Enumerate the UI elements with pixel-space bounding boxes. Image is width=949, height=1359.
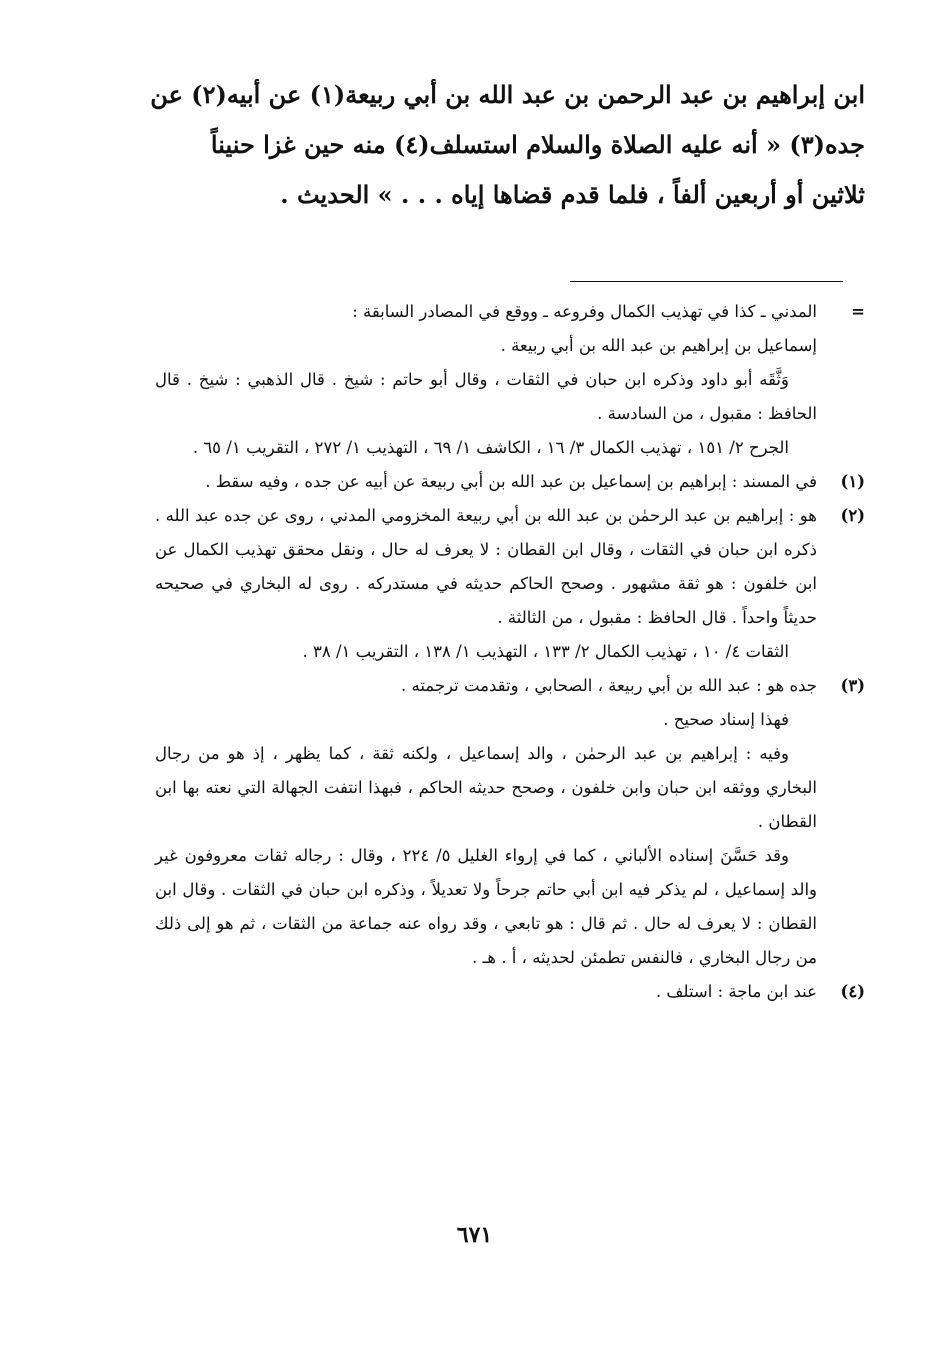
page-number: ٦٧١ bbox=[456, 1222, 493, 1248]
footnote-marker: (١) bbox=[840, 472, 865, 491]
footnote-divider bbox=[570, 281, 843, 282]
footnote-line: إسماعيل بن إبراهيم بن عبد الله بن أبي ربيعة . bbox=[500, 336, 817, 355]
footnote-text: جده هو : عبد الله بن أبي ربيعة ، الصحابي ، وتقدمت ترجمته . bbox=[400, 676, 817, 695]
footnote-text: عند ابن ماجة : استلف . bbox=[655, 982, 817, 1001]
footnote-text: فهذا إسناد صحيح . bbox=[663, 710, 789, 729]
continuation-marker: = bbox=[851, 302, 865, 321]
footnote-line: المدني ـ كذا في تهذيب الكمال وفروعه ـ ووقع في المصادر السابقة : bbox=[352, 302, 817, 321]
footnote-1 bbox=[155, 465, 865, 499]
main-line: ثلاثين أو أربعين ألفاً ، فلما قدم قضاها إياه . . . » الحديث . bbox=[280, 180, 865, 209]
footnote-continuation bbox=[155, 295, 865, 363]
footnote-sources: الثقات ٤/ ١٠ ، تهذيب الكمال ٢/ ١٣٣ ، التهذيب ١/ ١٣٨ ، التقريب ١/ ٣٨ . bbox=[302, 642, 789, 661]
footnote-text: هو : إبراهيم بن عبد الرحمٰن بن عبد الله بن أبي ربيعة المخزومي المدني ، روى عن جده عبد الله . ذكره ابن حبان في الثقات ، وقال ابن القطان : لا يعرف له حال ، ونقل محقق تهذيب الكمال عن ابن خلفون : هو ثقة مشهور . وصحح الحاكم حديثه في مستدركه . روى له البخاري في صحيحه حديثاً واحداً . قال الحافظ : مقبول ، من الثالثة . bbox=[155, 506, 817, 627]
footnote-paragraph: وفيه : إبراهيم بن عبد الرحمٰن ، والد إسماعيل ، ولكنه ثقة ، كما يظهر ، إذ هو من رجال البخاري ووثقه ابن حبان وابن خلفون ، وصحح حديثه الحاكم ، فبهذا انتفت الجهالة التي نعته بها ابن القطان . bbox=[155, 744, 817, 831]
footnote-4 bbox=[155, 975, 865, 1009]
footnote-marker: (٣) bbox=[840, 676, 865, 695]
footnote-2 bbox=[155, 499, 865, 635]
footnote-sources: الجرح ٢/ ١٥١ ، تهذيب الكمال ٣/ ١٦ ، الكاشف ١/ ٦٩ ، التهذيب ١/ ٢٧٢ ، التقريب ١/ ٦٥ . bbox=[192, 438, 789, 457]
footnote-3 bbox=[155, 669, 865, 737]
footnote-text: في المسند : إبراهيم بن إسماعيل بن عبد الله بن أبي ربيعة عن أبيه عن جده ، وفيه سقط . bbox=[205, 472, 817, 491]
footnote-marker: (٤) bbox=[840, 982, 865, 1001]
footnote-paragraph: وقد حَسَّنَ إسناده الألباني ، كما في إرواء الغليل ٥/ ٢٢٤ ، وقال : رجاله ثقات معروفون غير والد إسماعيل ، لم يذكر فيه ابن أبي حاتم جرحاً ولا تعديلاً ، وذكره ابن حبان في الثقات . وقال ابن القطان : لا يعرف له حال . ثم قال : هو تابعي ، وقد رواه عنه جماعة من الثقات ، ثم هو إلى ذلك من رجال البخاري ، فالنفس تطمئن لحديثه ، أ . هـ . bbox=[155, 846, 817, 967]
footnotes bbox=[155, 295, 865, 1009]
footnote-paragraph: وَثَّقَه أبو داود وذكره ابن حبان في الثقات ، وقال أبو حاتم : شيخ . قال الذهبي : شيخ . قال الحافظ : مقبول ، من السادسة . bbox=[155, 370, 817, 423]
footnote-marker: (٢) bbox=[840, 506, 865, 525]
main-line: ابن إبراهيم بن عبد الرحمن بن عبد الله بن أبي ربيعة(١) عن أبيه(٢) عن bbox=[150, 80, 865, 109]
main-text bbox=[150, 70, 865, 220]
main-line: جده(٣) « أنه عليه الصلاة والسلام استسلف(٤) منه حين غزا حنيناً bbox=[210, 130, 865, 159]
